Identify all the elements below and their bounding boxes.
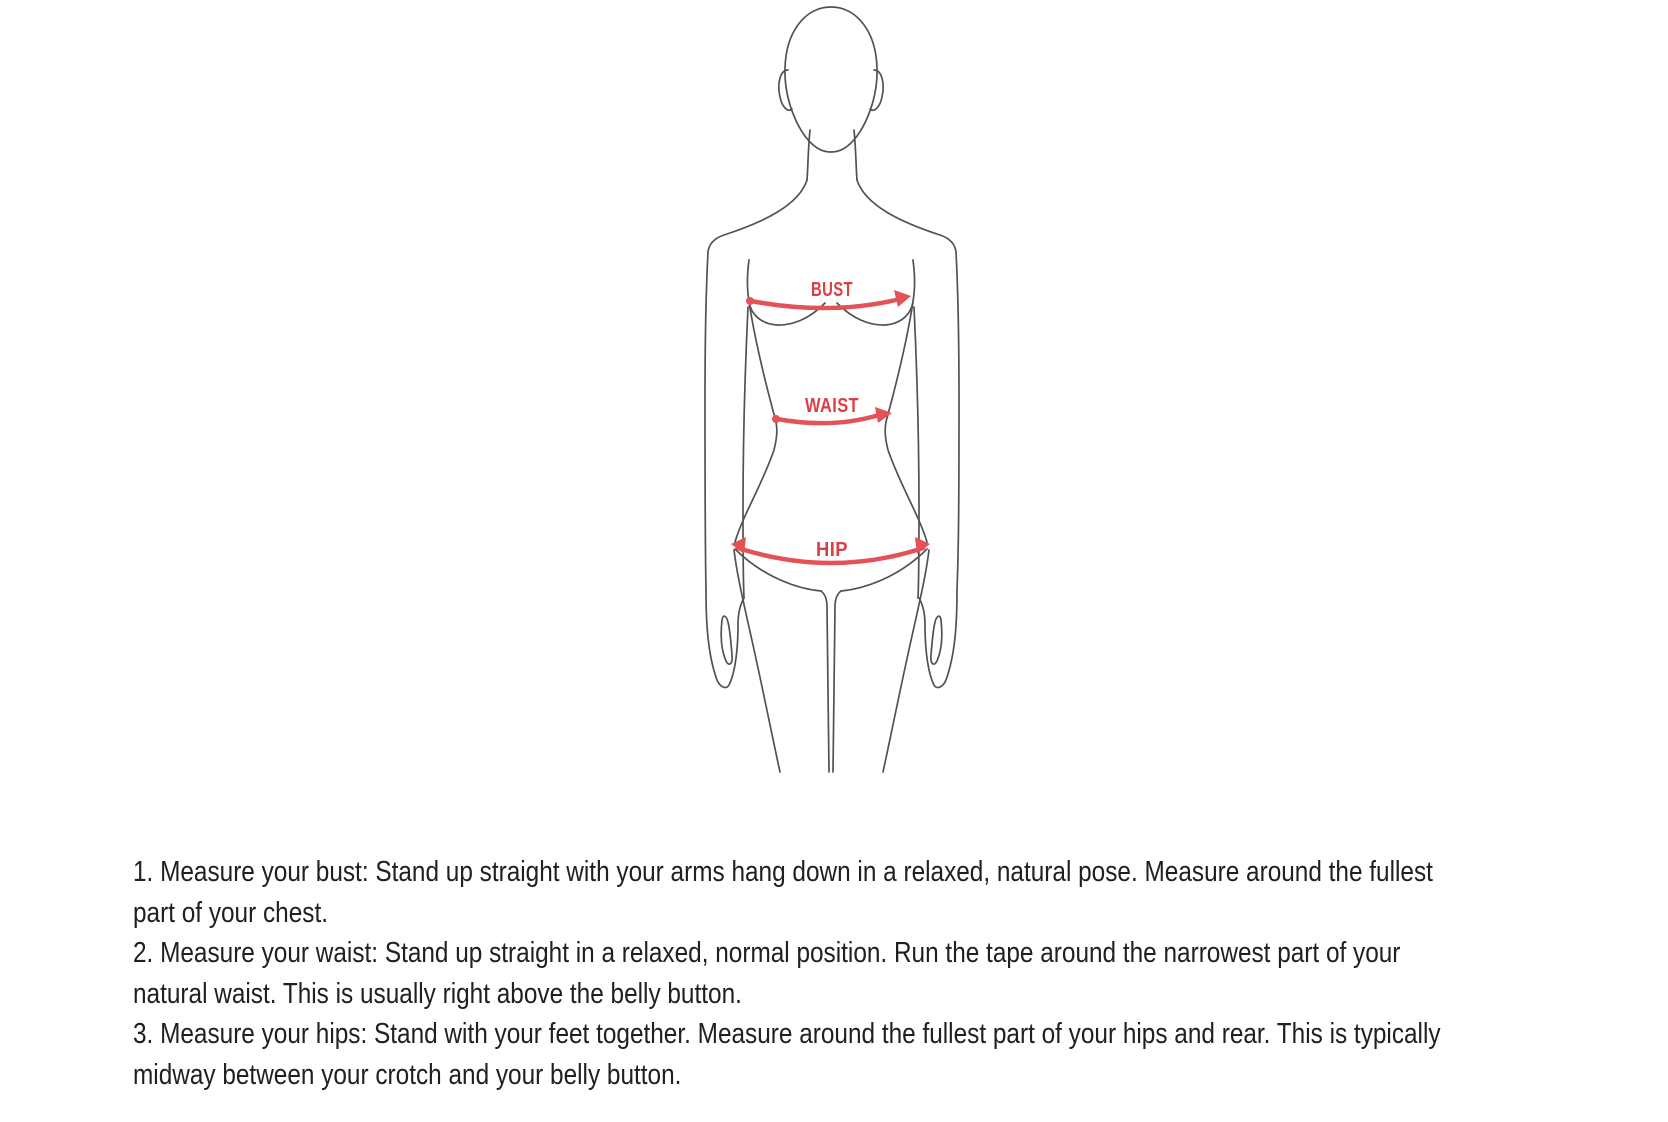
figure-torso-right [885,302,927,542]
figure-inner-arm-right [914,307,919,598]
hip-tape-arrowhead-right [915,537,930,554]
instruction-line: midway between your crotch and your belly button. [133,1058,682,1091]
instruction-line: natural waist. This is usually right above the belly button. [133,977,742,1010]
waist-label: WAIST [805,395,859,417]
instruction-line: 1. Measure your bust: Stand up straight with your arms hang down in a relaxed, natural pose. Measure around the fullest [133,856,1433,888]
measurement-instructions [133,852,1561,1096]
figure-shoulder-arm-right [857,180,959,590]
figure-armpit-right [913,260,915,301]
figure-inner-arm-left [743,307,748,598]
instruction-line: 2. Measure your waist: Stand up straight in a relaxed, normal position. Run the tape around the narrowest part of your [133,937,1401,970]
figure-thigh-outer-left [734,550,780,772]
figure-inner-leg-right [833,591,841,772]
bust-tape-arrowhead [894,290,911,307]
figure-shoulder-arm-left [705,180,807,590]
figure-torso-left [735,302,777,542]
figure-hand-left [706,590,744,687]
figure-inner-leg-left [821,591,829,772]
figure-armpit-left [748,260,750,301]
figure-thigh-top-right [841,549,927,591]
figure-thigh-outer-right [883,550,929,772]
figure-thumb-right [931,616,942,664]
instruction-line: 3. Measure your hips: Stand with your feet together. Measure around the fullest part of your hips and rear. This is typically [133,1018,1441,1051]
instruction-line: part of your chest. [133,896,328,929]
bust-label: BUST [811,279,853,301]
figure-neck-left [807,130,810,180]
figure-thumb-left [721,616,732,664]
figure-head [785,7,877,152]
figure-thigh-top-left [735,549,821,591]
body-measurement-figure [649,0,1019,780]
body-figure-illustration [649,0,1019,780]
hip-label: HIP [816,539,848,561]
figure-hand-right [919,590,957,687]
